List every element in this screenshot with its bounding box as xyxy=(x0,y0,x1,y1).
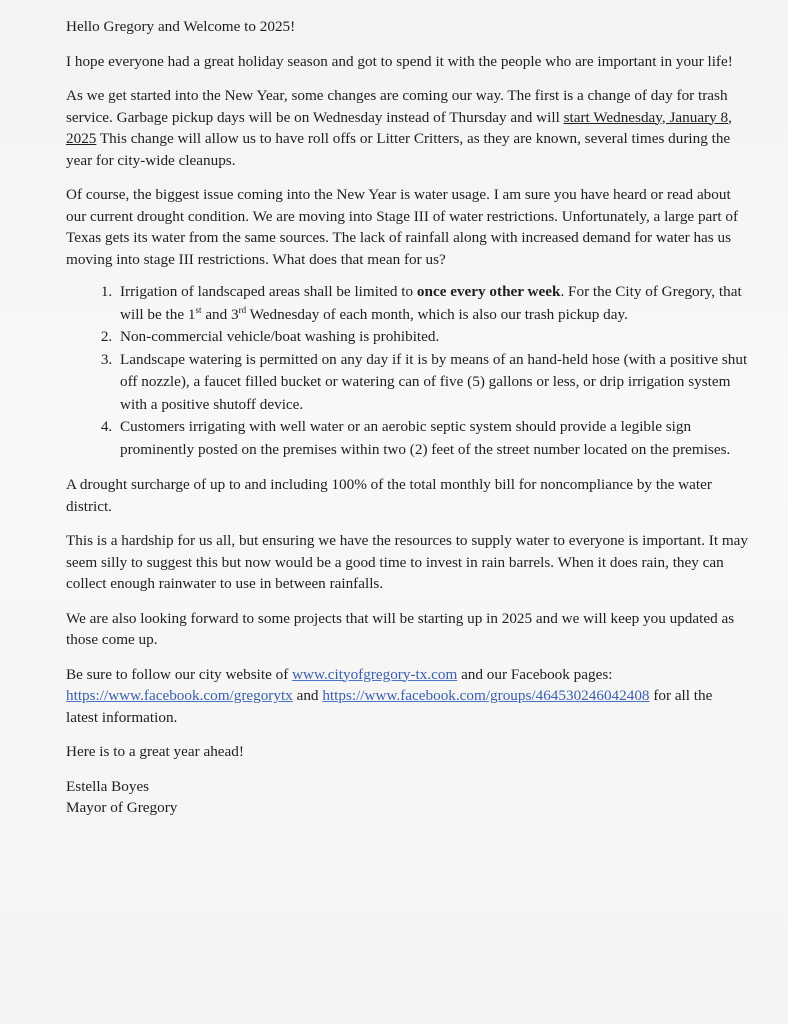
signer-title: Mayor of Gregory xyxy=(66,799,178,816)
closing-line: Here is to a great year ahead! xyxy=(66,743,244,760)
paragraph-water-usage: Of course, the biggest issue coming into the New Year is water usage. I am sure you have heard or read about our current drought condition. We are moving into Stage III of water restrictions. Unfortunately, a large part of Texas gets its water from the same sources. The lack of rainfall along with increased demand for water has us moving into stage III restrictions. What does that mean for us? xyxy=(66,186,739,268)
facebook-group-link[interactable]: https://www.facebook.com/groups/464530246042408 xyxy=(322,687,650,704)
follow-text-b: and our Facebook pages: xyxy=(457,665,613,683)
facebook-page-link[interactable]: https://www.facebook.com/gregorytx xyxy=(66,687,293,704)
list-item: 3. Landscape watering is permitted on any day if it is by means of an hand-held hose (with a positive shut off nozzle), a faucet filled bucket or watering can of five (5) gallons or less, or drip irrigation system with a positive shutoff device. xyxy=(116,349,748,417)
item1-text-c: and 3 xyxy=(201,305,239,323)
list-item xyxy=(116,281,748,326)
restrictions-list xyxy=(66,281,748,461)
item1-text-a: Irrigation of landscaped areas shall be limited to xyxy=(120,283,417,300)
paragraph-holiday: I hope everyone had a great holiday season and got to spend it with the people who are important in your life! xyxy=(66,52,733,70)
paragraph-hardship: This is a hardship for us all, but ensuring we have the resources to supply water to everyone is important. It may seem silly to suggest this but now would be a good time to invest in rain barrels. When it does rain, they can collect enough rainwater to use in between rainfalls. xyxy=(66,532,749,592)
follow-text-d: for all the latest information. xyxy=(66,687,713,726)
paragraph-projects: We are also looking forward to some projects that will be starting up in 2025 and we will keep you updated as those come up. xyxy=(66,609,735,648)
item1-text-b: . For the City of Gregory, that will be the 1 xyxy=(120,283,742,323)
ordinal-suffix: rd xyxy=(238,304,247,315)
follow-text-c: and xyxy=(292,687,323,704)
item1-emphasis: once every other week xyxy=(416,283,561,300)
greeting: Hello Gregory and Welcome to 2025! xyxy=(66,18,296,35)
trash-start-date: start Wednesday, January 8, 2025 xyxy=(66,108,732,147)
signer-name: Estella Boyes xyxy=(66,777,150,795)
city-website-link[interactable]: www.cityofgregory-tx.com xyxy=(292,665,458,683)
item1-text-d: Wednesday of each month, which is also our trash pickup day. xyxy=(246,305,628,323)
paragraph-trash-service xyxy=(66,85,748,171)
trash-text-a: As we get started into the New Year, some changes are coming our way. The first is a change of day for trash service. Garbage pickup days will be on Wednesday instead of Thursday and will xyxy=(66,87,728,126)
paragraph-follow-links xyxy=(66,664,748,729)
paragraph-surcharge: A drought surcharge of up to and including 100% of the total monthly bill for noncompliance by the water district. xyxy=(66,476,712,515)
trash-text-b: This change will allow us to have roll offs or Litter Critters, as they are known, several times during the year for city-wide cleanups. xyxy=(66,130,731,169)
list-item: 4. Customers irrigating with well water or an aerobic septic system should provide a legible sign prominently posted on the premises within two (2) feet of the street number located on the premises. xyxy=(116,416,748,461)
list-item: 2. Non-commercial vehicle/boat washing is prohibited. xyxy=(116,326,748,349)
follow-text-a: Be sure to follow our city website of xyxy=(66,665,293,683)
ordinal-suffix: st xyxy=(195,304,202,315)
